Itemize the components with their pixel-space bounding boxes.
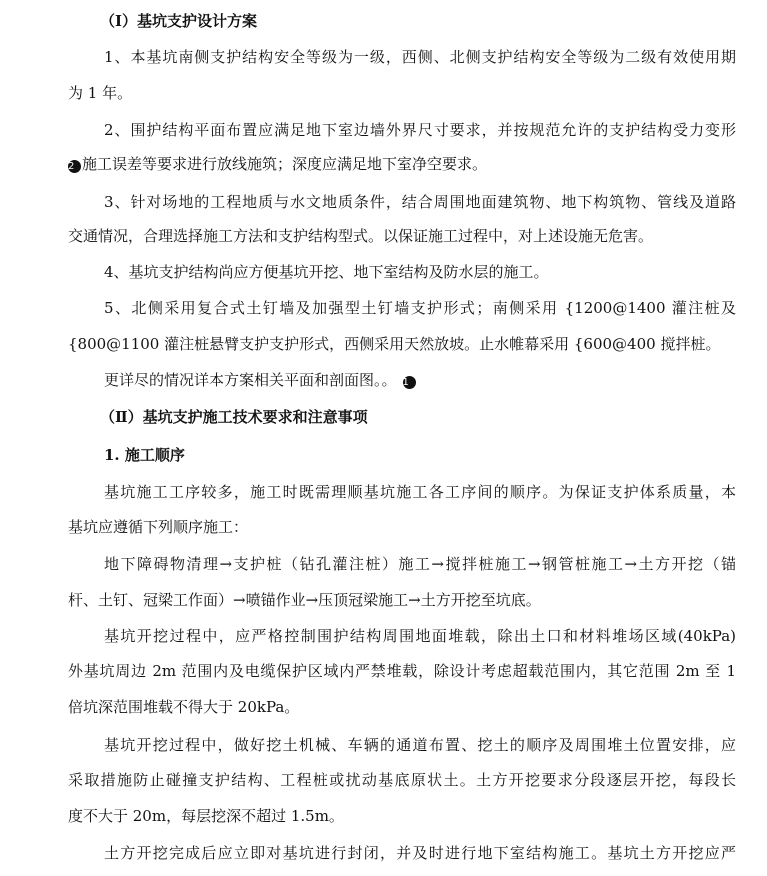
paragraph-10-line-3: 度不大于 20m，每层挖深不超过 1.5m。 [68,807,344,825]
paragraph-2-line-2-text: 施工误差等要求进行放线施筑；深度应满足地下室净空要求。 [82,155,488,173]
paragraph-4: 4、基坑支护结构尚应方便基坑开挖、地下室结构及防水层的施工。 [104,263,549,281]
paragraph-9-line-2: 外基坑周边 2m 范围内及电缆保护区域内严禁堆载，除设计考虑超载范围内，其它范围 2m 至 1 [68,662,736,680]
paragraph-6-text: 更详尽的情况详本方案相关平面和剖面图。。 [104,371,397,389]
paragraph-3-line-2: 交通情况，合理选择施工方法和支护结构型式。以保证施工过程中，对上述设施无危害。 [68,227,654,245]
paragraph-1-line-2: 为 1 年。 [68,84,133,102]
subheading-construction-sequence: 1. 施工顺序 [104,446,185,464]
paragraph-8-line-1: 地下障碍物清理→支护桩（钻孔灌注桩）施工→搅拌桩施工→钢管桩施工→土方开挖（锚 [104,555,736,573]
paragraph-5-line-1: 5、北侧采用复合式土钉墙及加强型土钉墙支护形式；南侧采用 {1200@1400 灌注桩及 [104,299,736,317]
paragraph-10-line-2: 采取措施防止碰撞支护结构、工程桩或扰动基底原状土。土方开挖要求分段逐层开挖，每段长 [68,771,736,789]
paragraph-5-line-2: {800@1100 灌注桩悬臂支护支护形式，西侧采用天然放坡。止水帷幕采用 {600@400 搅拌桩。 [68,335,721,353]
footnote-marker-2-icon: 2 [68,160,81,173]
paragraph-10-line-1: 基坑开挖过程中，做好挖土机械、车辆的通道布置、挖土的顺序及周围堆土位置安排，应 [104,736,736,754]
paragraph-7-line-1: 基坑施工工序较多，施工时既需理顺基坑施工各工序间的顺序。为保证支护体系质量，本 [104,483,736,501]
footnote-marker-1-icon: 1 [403,376,416,389]
paragraph-3-line-1: 3、针对场地的工程地质与水文地质条件，结合周围地面建筑物、地下构筑物、管线及道路 [104,193,736,211]
paragraph-8-line-2: 杆、土钉、冠梁工作面）→喷锚作业→压顶冠梁施工→土方开挖至坑底。 [68,591,541,609]
paragraph-1-line-1: 1、本基坑南侧支护结构安全等级为一级，西侧、北侧支护结构安全等级为二级有效使用期 [104,48,736,66]
paragraph-2-line-2 [68,154,736,174]
paragraph-9-line-3: 倍坑深范围堆载不得大于 20kPa。 [68,698,300,716]
paragraph-6 [104,370,736,390]
section-heading-1: （Ⅰ）基坑支护设计方案 [100,12,258,30]
paragraph-7-line-2: 基坑应遵循下列顺序施工： [68,518,249,536]
section-heading-2: （Ⅱ）基坑支护施工技术要求和注意事项 [100,408,368,426]
paragraph-9-line-1: 基坑开挖过程中，应严格控制围护结构周围地面堆载，除出土口和材料堆场区域(40kPa) [104,627,736,645]
paragraph-11-line-1: 土方开挖完成后应立即对基坑进行封闭，并及时进行地下室结构施工。基坑土方开挖应严 [104,844,736,862]
paragraph-2-line-1: 2、围护结构平面布置应满足地下室边墙外界尺寸要求，并按规范允许的支护结构受力变形 [104,121,736,139]
